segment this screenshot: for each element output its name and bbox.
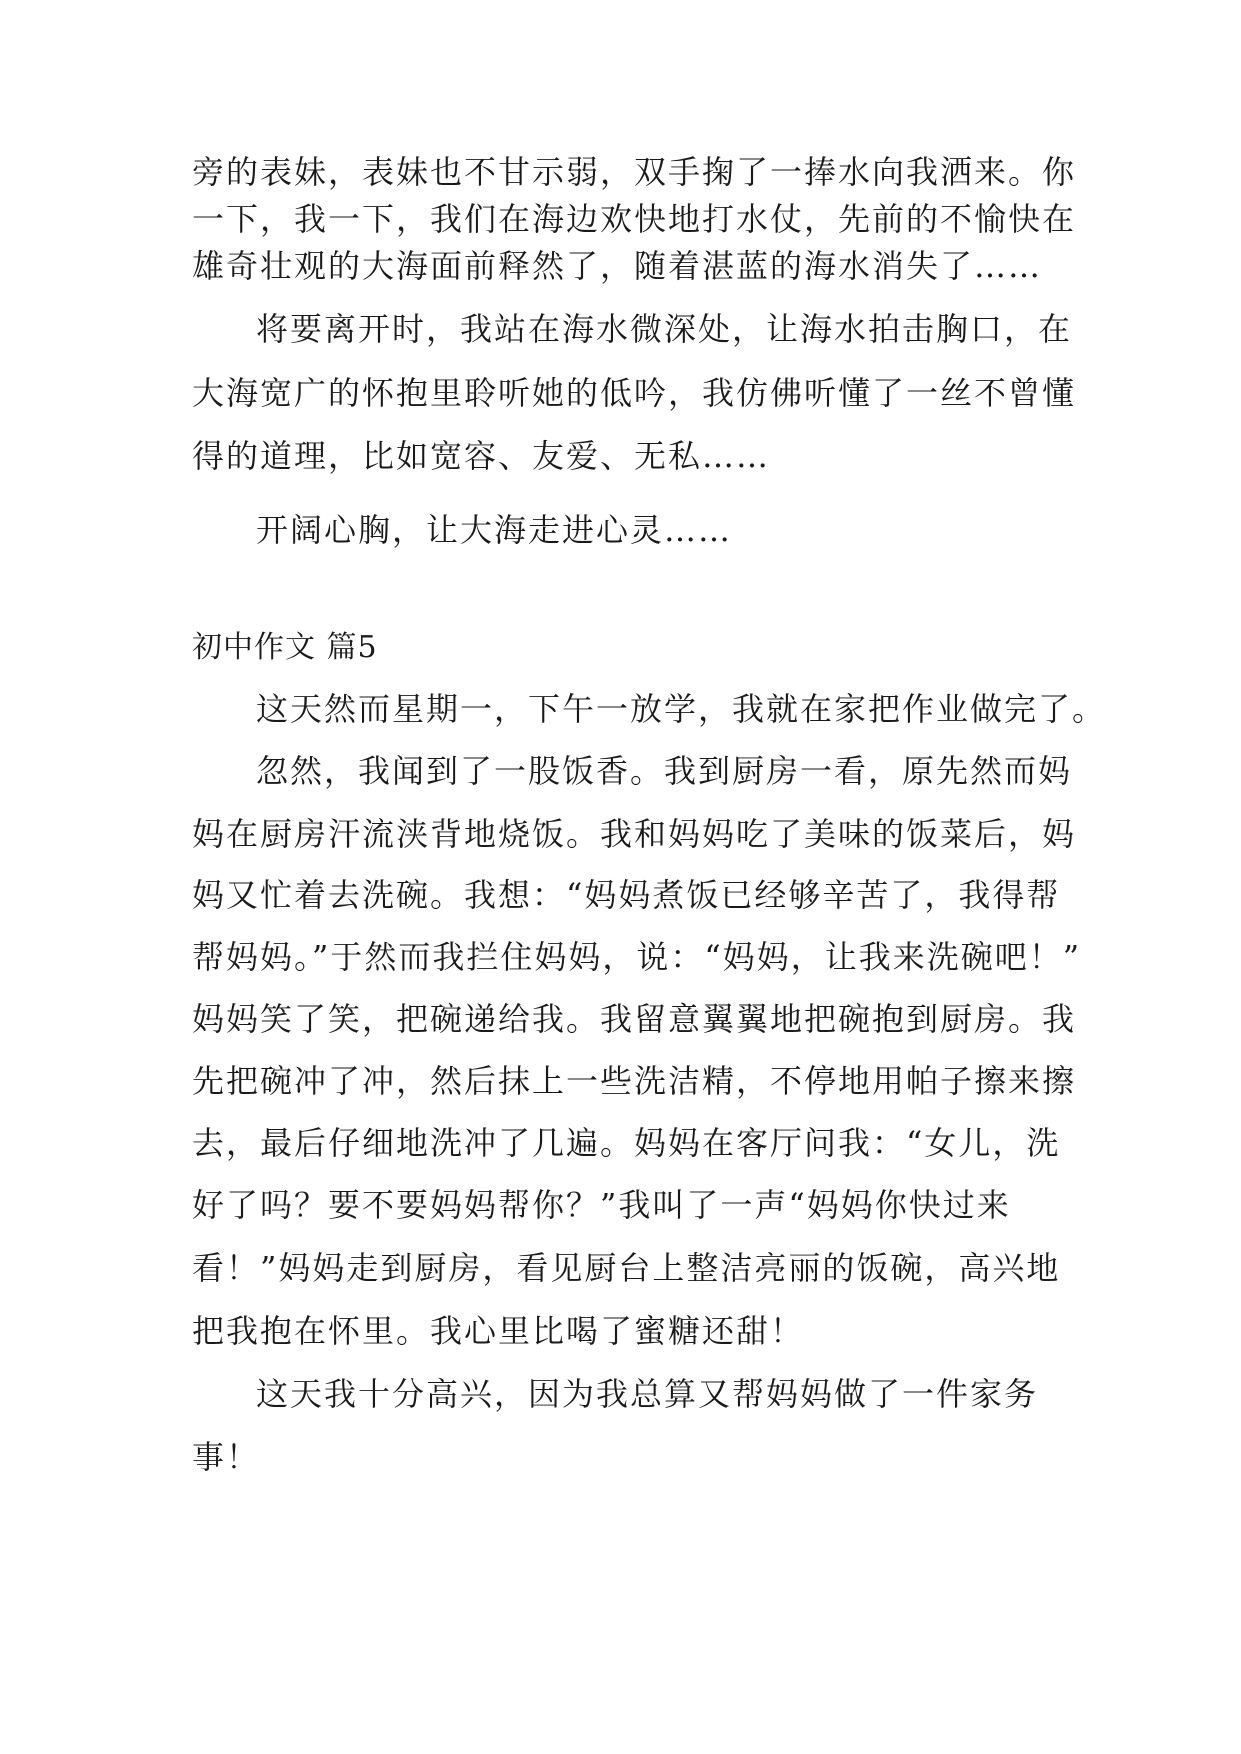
text-line: 这天我十分高兴，因为我总算又帮妈妈做了一件家务: [256, 1375, 1039, 1413]
text-line: 妈在厨房汗流浃背地烧饭。我和妈妈吃了美味的饭菜后，妈: [192, 815, 1077, 853]
text-line: 看！”妈妈走到厨房，看见厨台上整洁亮丽的饭碗，高兴地: [192, 1249, 1061, 1287]
text-line: 大海宽广的怀抱里聆听她的低吟，我仿佛听懂了一丝不曾懂: [192, 374, 1077, 412]
text-line: 先把碗冲了冲，然后抹上一些洗洁精，不停地用帕子擦来擦: [192, 1062, 1077, 1100]
text-line: 事！: [192, 1438, 261, 1476]
text-line: 妈妈笑了笑，把碗递给我。我留意翼翼地把碗抱到厨房。我: [192, 1000, 1077, 1038]
text-line: 雄奇壮观的大海面前释然了，随着湛蓝的海水消失了……: [192, 247, 1043, 285]
section-heading: 初中作文 篇5: [192, 630, 378, 665]
text-line: 忽然，我闻到了一股饭香。我到厨房一看，原先然而妈: [256, 752, 1073, 790]
text-line: 一下，我一下，我们在海边欢快地打水仗，先前的不愉快在: [192, 200, 1077, 238]
text-line: 这天然而星期一，下午一放学，我就在家把作业做完了。: [256, 690, 1107, 728]
text-line: 好了吗？要不要妈妈帮你？”我叫了一声“妈妈你快过来: [192, 1186, 1011, 1224]
text-line: 旁的表妹，表妹也不甘示弱，双手掬了一捧水向我洒来。你: [192, 153, 1077, 191]
text-line: 将要离开时，我站在海水微深处，让海水拍击胸口，在: [256, 310, 1073, 348]
text-line: 把我抱在怀里。我心里比喝了蜜糖还甜！: [192, 1312, 805, 1350]
text-line: 得的道理，比如宽容、友爱、无私……: [192, 437, 771, 475]
text-line: 帮妈妈。”于然而我拦住妈妈，说：“妈妈，让我来洗碗吧！”: [192, 938, 1082, 976]
text-line: 妈又忙着去洗碗。我想：“妈妈煮饭已经够辛苦了，我得帮: [192, 876, 1061, 914]
text-line: 去，最后仔细地洗冲了几遍。妈妈在客厅问我：“女儿，洗: [192, 1124, 1061, 1162]
text-line: 开阔心胸，让大海走进心灵……: [256, 511, 733, 549]
